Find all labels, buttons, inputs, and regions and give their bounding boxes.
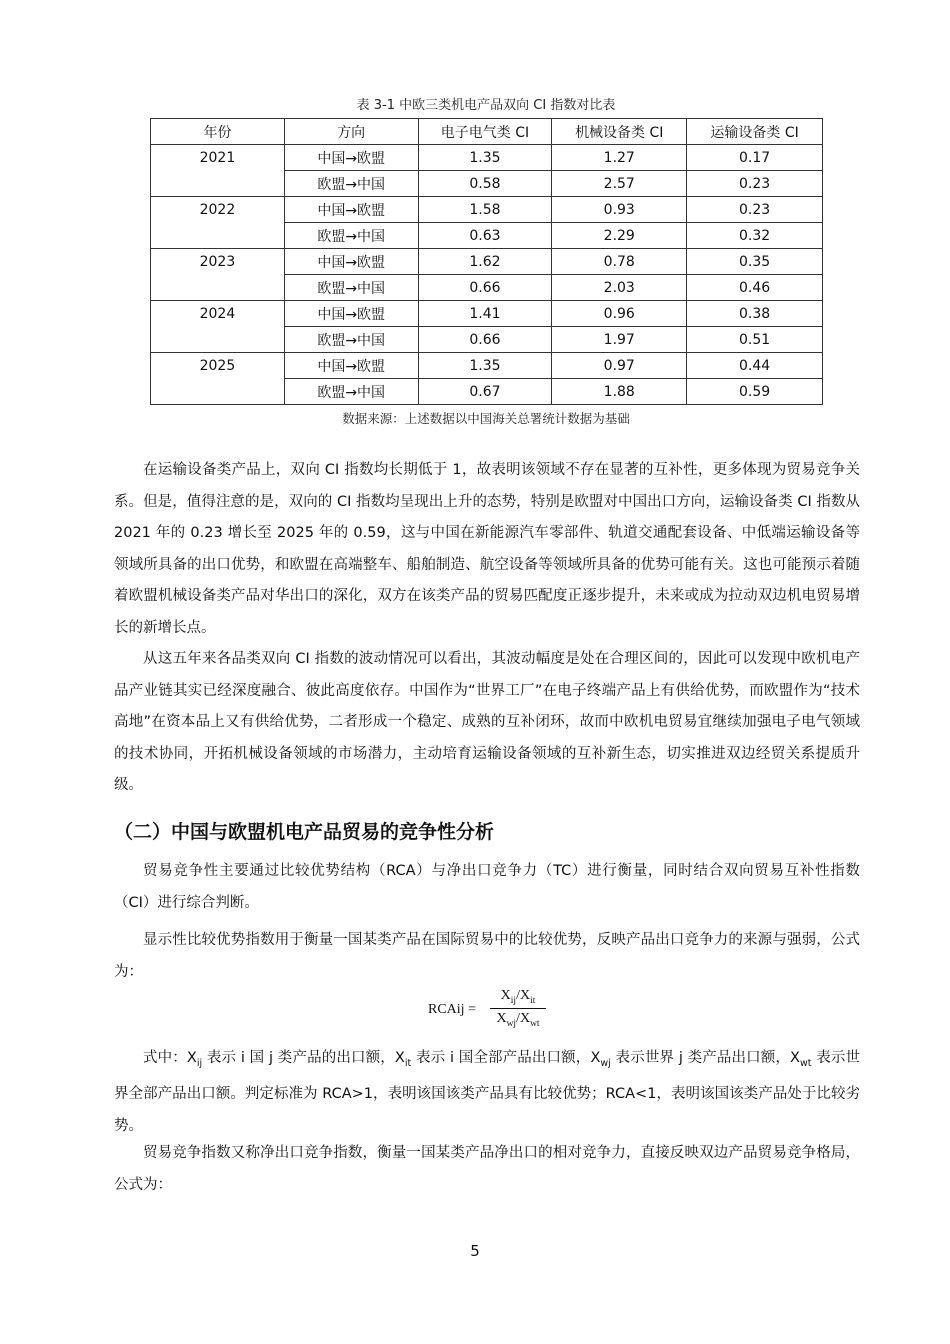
cell-electronic: 0.67 (418, 379, 552, 405)
cell-machinery: 2.57 (552, 171, 687, 197)
cell-transport: 0.23 (687, 171, 823, 197)
cell-machinery: 1.97 (552, 327, 687, 353)
cell-direction: 中国→欧盟 (284, 197, 418, 223)
cell-machinery: 1.88 (552, 379, 687, 405)
cell-direction: 欧盟→中国 (284, 379, 418, 405)
formula-numerator (490, 988, 546, 1009)
header-machinery: 机械设备类 CI (552, 119, 687, 145)
table-row (151, 145, 823, 171)
cell-year (151, 275, 285, 301)
cell-direction: 中国→欧盟 (284, 249, 418, 275)
cell-transport: 0.17 (687, 145, 823, 171)
cell-direction: 中国→欧盟 (284, 145, 418, 171)
formula-fraction (490, 988, 546, 1029)
cell-year: 2025 (151, 353, 285, 379)
cell-machinery: 0.78 (552, 249, 687, 275)
cell-machinery: 2.29 (552, 223, 687, 249)
cell-year: 2024 (151, 301, 285, 327)
cell-transport: 0.23 (687, 197, 823, 223)
den-x: X (496, 1010, 507, 1026)
cell-transport: 0.44 (687, 353, 823, 379)
cell-transport: 0.32 (687, 223, 823, 249)
header-year: 年份 (151, 119, 285, 145)
table-row (151, 379, 823, 405)
table-source-note: 数据来源：上述数据以中国海关总署统计数据为基础 (342, 411, 630, 426)
paragraph-ci-fluctuation: 从这五年来各品类双向 CI 指数的波动情况可以看出，其波动幅度是处在合理区间的，因此可以发现中欧机电产品产业链其实已经深度融合、彼此高度依存。中国作为“世界工厂”在电子终端产品上有供给优势，而欧盟作为“技术高地”在资本品上又有供给优势，二者形成一个稳定、成熟的互补闭环，故而中欧机电贸易宜继续加强电子电气领域的技术协同，开拓机械设备领域的市场潜力，主动培育运输设备领域的互补新生态，切实推进双边经贸关系提质升级。 (114, 651, 860, 793)
cell-direction: 欧盟→中国 (284, 327, 418, 353)
def-sub-wj: wj (600, 1057, 611, 1069)
table-row (151, 171, 823, 197)
cell-year (151, 379, 285, 405)
page-number: 5 (470, 1242, 480, 1260)
def-sub-ij: ij (196, 1057, 203, 1069)
cell-direction: 中国→欧盟 (284, 301, 418, 327)
table-row (151, 301, 823, 327)
num-x: X (500, 988, 511, 1003)
cell-direction: 中国→欧盟 (284, 353, 418, 379)
cell-transport: 0.35 (687, 249, 823, 275)
cell-electronic: 0.63 (418, 223, 552, 249)
def-text-4: 表示世界 j 类产品出口额，X (610, 1050, 800, 1066)
cell-direction: 欧盟→中国 (284, 171, 418, 197)
num-sub-ij: ij (510, 995, 517, 1006)
cell-direction: 欧盟→中国 (284, 275, 418, 301)
cell-electronic: 1.62 (418, 249, 552, 275)
cell-machinery: 0.96 (552, 301, 687, 327)
table-row (151, 353, 823, 379)
table-header-row (151, 119, 823, 145)
cell-year (151, 171, 285, 197)
cell-electronic: 1.58 (418, 197, 552, 223)
cell-transport: 0.51 (687, 327, 823, 353)
cell-electronic: 1.41 (418, 301, 552, 327)
cell-machinery: 0.93 (552, 197, 687, 223)
formula-lhs: RCAij = (428, 1002, 476, 1017)
cell-electronic: 0.66 (418, 327, 552, 353)
section-heading: （二）中国与欧盟机电产品贸易的竞争性分析 (114, 821, 495, 843)
header-transport: 运输设备类 CI (687, 119, 823, 145)
paragraph-tc-intro: 贸易竞争指数又称净出口竞争指数，衡量一国某类产品净出口的相对竞争力，直接反映双边产品贸易竞争格局，公式为： (114, 1145, 860, 1193)
cell-electronic: 1.35 (418, 353, 552, 379)
cell-year: 2023 (151, 249, 285, 275)
header-direction: 方向 (284, 119, 418, 145)
formula-denominator (490, 1009, 546, 1029)
table-row (151, 327, 823, 353)
den-sub-wt: wt (530, 1018, 540, 1029)
num-sub-it: it (530, 995, 536, 1006)
table-caption: 表 3-1 中欧三类机电产品双向 CI 指数对比表 (356, 98, 616, 113)
ci-index-table (150, 118, 823, 405)
cell-machinery: 0.97 (552, 353, 687, 379)
cell-electronic: 0.58 (418, 171, 552, 197)
table-row (151, 275, 823, 301)
cell-year: 2021 (151, 145, 285, 171)
paragraph-competitiveness-intro: 贸易竞争性主要通过比较优势结构（RCA）与净出口竞争力（TC）进行衡量，同时结合双向贸易互补性指数（CI）进行综合判断。 (114, 863, 860, 911)
paragraph-rca-intro: 显示性比较优势指数用于衡量一国某类产品在国际贸易中的比较优势，反映产品出口竞争力的来源与强弱，公式为： (114, 932, 860, 980)
cell-year (151, 223, 285, 249)
header-electronic: 电子电气类 CI (418, 119, 552, 145)
cell-electronic: 0.66 (418, 275, 552, 301)
table-row (151, 249, 823, 275)
def-text-2: 表示 i 国 j 类产品的出口额，X (202, 1050, 405, 1066)
cell-year (151, 327, 285, 353)
den-sub-wj: wj (506, 1018, 517, 1029)
cell-year: 2022 (151, 197, 285, 223)
cell-transport: 0.46 (687, 275, 823, 301)
paragraph-rca-definition (114, 1043, 860, 1142)
def-sub-it: it (404, 1057, 412, 1069)
paragraph-transport-analysis: 在运输设备类产品上，双向 CI 指数均长期低于 1，故表明该领域不存在显著的互补性，更多体现为贸易竞争关系。但是，值得注意的是，双向的 CI 指数均呈现出上升的态势，特别是欧盟对中国出口方向，运输设备类 CI 指数从 2021 年的 0.23 增长至 2025 年的 0.59，这与中国在新能源汽车零部件、轨道交通配套设备、中低端运输设备等领域所具备的出口优势，和欧盟在高端整车、船舶制造、航空设备等领域所具备的优势可能有关。这也可能预示着随着欧盟机械设备类产品对华出口的深化，双方在该类产品的贸易匹配度正逐步提升，未来或成为拉动双边机电贸易增长的新增长点。 (114, 462, 860, 636)
table-row (151, 223, 823, 249)
def-text-5: 表示世界全部产品出口额。判定标准为 RCA>1，表明该国该类产品具有比较优势；RCA<1，表明该国该类产品处于比较劣势。 (114, 1050, 861, 1134)
cell-direction: 欧盟→中国 (284, 223, 418, 249)
cell-transport: 0.59 (687, 379, 823, 405)
cell-machinery: 1.27 (552, 145, 687, 171)
num-slash: /X (516, 988, 531, 1003)
table-row (151, 197, 823, 223)
def-text-1: 式中：X (143, 1050, 197, 1066)
den-slash: /X (516, 1010, 531, 1026)
cell-machinery: 2.03 (552, 275, 687, 301)
cell-transport: 0.38 (687, 301, 823, 327)
def-text-3: 表示 i 国全部产品出口额，X (411, 1050, 601, 1066)
def-sub-wt: wt (800, 1057, 812, 1069)
cell-electronic: 1.35 (418, 145, 552, 171)
